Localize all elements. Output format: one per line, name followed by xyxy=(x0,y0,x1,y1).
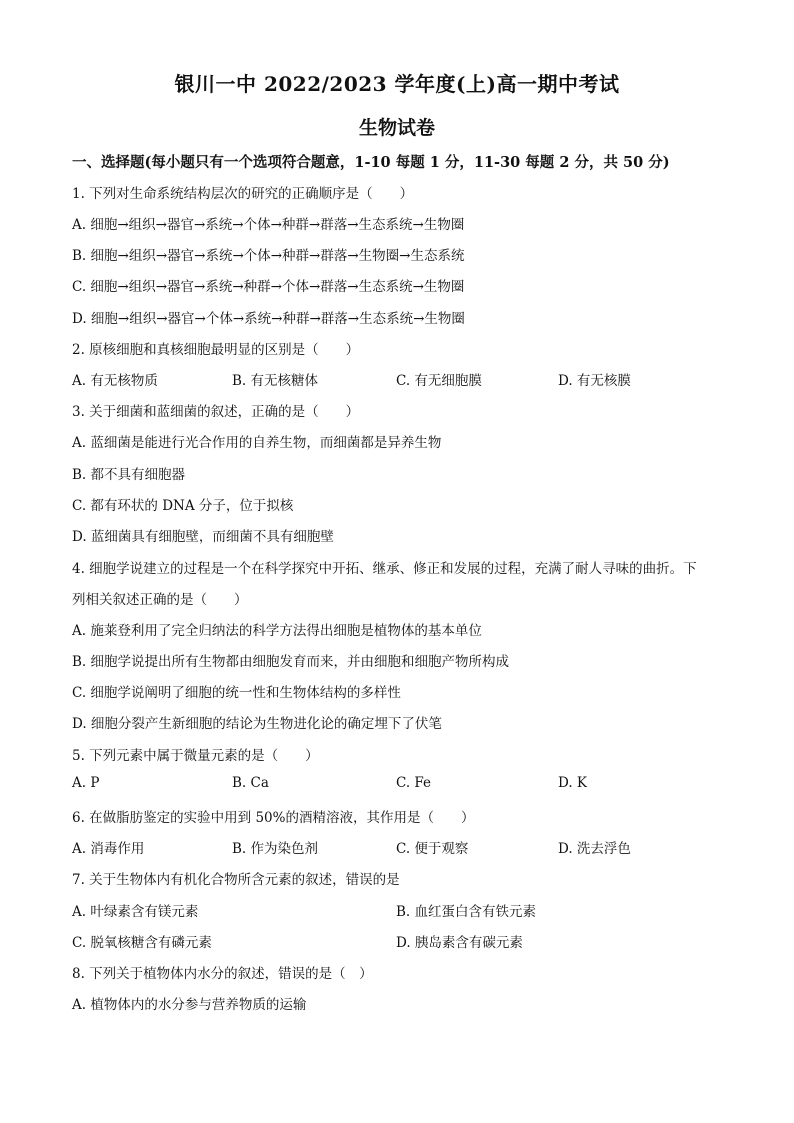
question-stem-4: 4. 细胞学说建立的过程是一个在科学探究中开拓、继承、修正和发展的过程，充满了耐人寻味的曲折。下 xyxy=(72,561,697,577)
option-1c: C. 细胞→组织→器官→系统→种群→个体→群落→生态系统→生物圈 xyxy=(72,279,465,295)
option-5b: B. Ca xyxy=(232,775,269,791)
options-row-7a xyxy=(72,900,732,920)
option-4d: D. 细胞分裂产生新细胞的结论为生物进化论的确定埋下了伏笔 xyxy=(72,716,442,732)
option-2c: C. 有无细胞膜 xyxy=(396,373,482,389)
options-row-5 xyxy=(72,775,732,795)
option-7c: C. 脱氧核糖含有磷元素 xyxy=(72,935,212,951)
question-stem-8: 8. 下列关于植物体内水分的叙述，错误的是（ ） xyxy=(72,966,373,982)
option-3c: C. 都有环状的 DNA 分子，位于拟核 xyxy=(72,498,294,514)
section-heading: 一、选择题(每小题只有一个选项符合题意，1-10 每题 1 分，11-30 每题 2 分，共 50 分) xyxy=(72,154,670,171)
option-4b: B. 细胞学说提出所有生物都由细胞发育而来，并由细胞和细胞产物所构成 xyxy=(72,654,510,670)
option-5c: C. Fe xyxy=(396,775,432,791)
option-5a: A. P xyxy=(72,775,100,791)
question-stem-3: 3. 关于细菌和蓝细菌的叙述，正确的是（ ） xyxy=(72,404,360,420)
option-1a: A. 细胞→组织→器官→系统→个体→种群→群落→生态系统→生物圈 xyxy=(72,217,465,233)
option-3b: B. 都不具有细胞器 xyxy=(72,467,186,483)
question-stem-4-cont: 列相关叙述正确的是（ ） xyxy=(72,592,248,608)
option-8a: A. 植物体内的水分参与营养物质的运输 xyxy=(72,997,307,1013)
option-3d: D. 蓝细菌具有细胞壁，而细菌不具有细胞壁 xyxy=(72,529,334,545)
question-stem-1: 1. 下列对生命系统结构层次的研究的正确顺序是（ ） xyxy=(72,186,414,202)
options-row-6 xyxy=(72,837,732,857)
question-stem-2: 2. 原核细胞和真核细胞最明显的区别是（ ） xyxy=(72,342,360,358)
option-6d: D. 洗去浮色 xyxy=(558,841,631,857)
option-7d: D. 胰岛素含有碳元素 xyxy=(396,935,523,951)
option-2d: D. 有无核膜 xyxy=(558,373,631,389)
option-6a: A. 消毒作用 xyxy=(72,841,145,857)
option-1b: B. 细胞→组织→器官→系统→个体→种群→群落→生物圈→生态系统 xyxy=(72,248,465,264)
option-2a: A. 有无核物质 xyxy=(72,373,158,389)
option-1d: D. 细胞→组织→器官→个体→系统→种群→群落→生态系统→生物圈 xyxy=(72,311,465,327)
option-5d: D. K xyxy=(558,775,588,791)
option-6c: C. 便于观察 xyxy=(396,841,469,857)
question-stem-6: 6. 在做脂肪鉴定的实验中用到 50%的酒精溶液，其作用是（ ） xyxy=(72,810,475,826)
option-3a: A. 蓝细菌是能进行光合作用的自养生物，而细菌都是异养生物 xyxy=(72,435,442,451)
question-stem-5: 5. 下列元素中属于微量元素的是（ ） xyxy=(72,748,319,764)
page-title: 银川一中 2022/2023 学年度(上)高一期中考试 xyxy=(174,72,620,96)
options-row-7b xyxy=(72,931,732,951)
option-6b: B. 作为染色剂 xyxy=(232,841,319,857)
page-subtitle: 生物试卷 xyxy=(358,117,435,139)
question-stem-7: 7. 关于生物体内有机化合物所含元素的叙述，错误的是 xyxy=(72,872,400,888)
option-7a: A. 叶绿素含有镁元素 xyxy=(72,904,199,920)
option-4c: C. 细胞学说阐明了细胞的统一性和生物体结构的多样性 xyxy=(72,685,401,701)
option-2b: B. 有无核糖体 xyxy=(232,373,319,389)
option-7b: B. 血红蛋白含有铁元素 xyxy=(396,904,537,920)
options-row-2 xyxy=(72,369,732,389)
option-4a: A. 施莱登利用了完全归纳法的科学方法得出细胞是植物体的基本单位 xyxy=(72,623,482,639)
